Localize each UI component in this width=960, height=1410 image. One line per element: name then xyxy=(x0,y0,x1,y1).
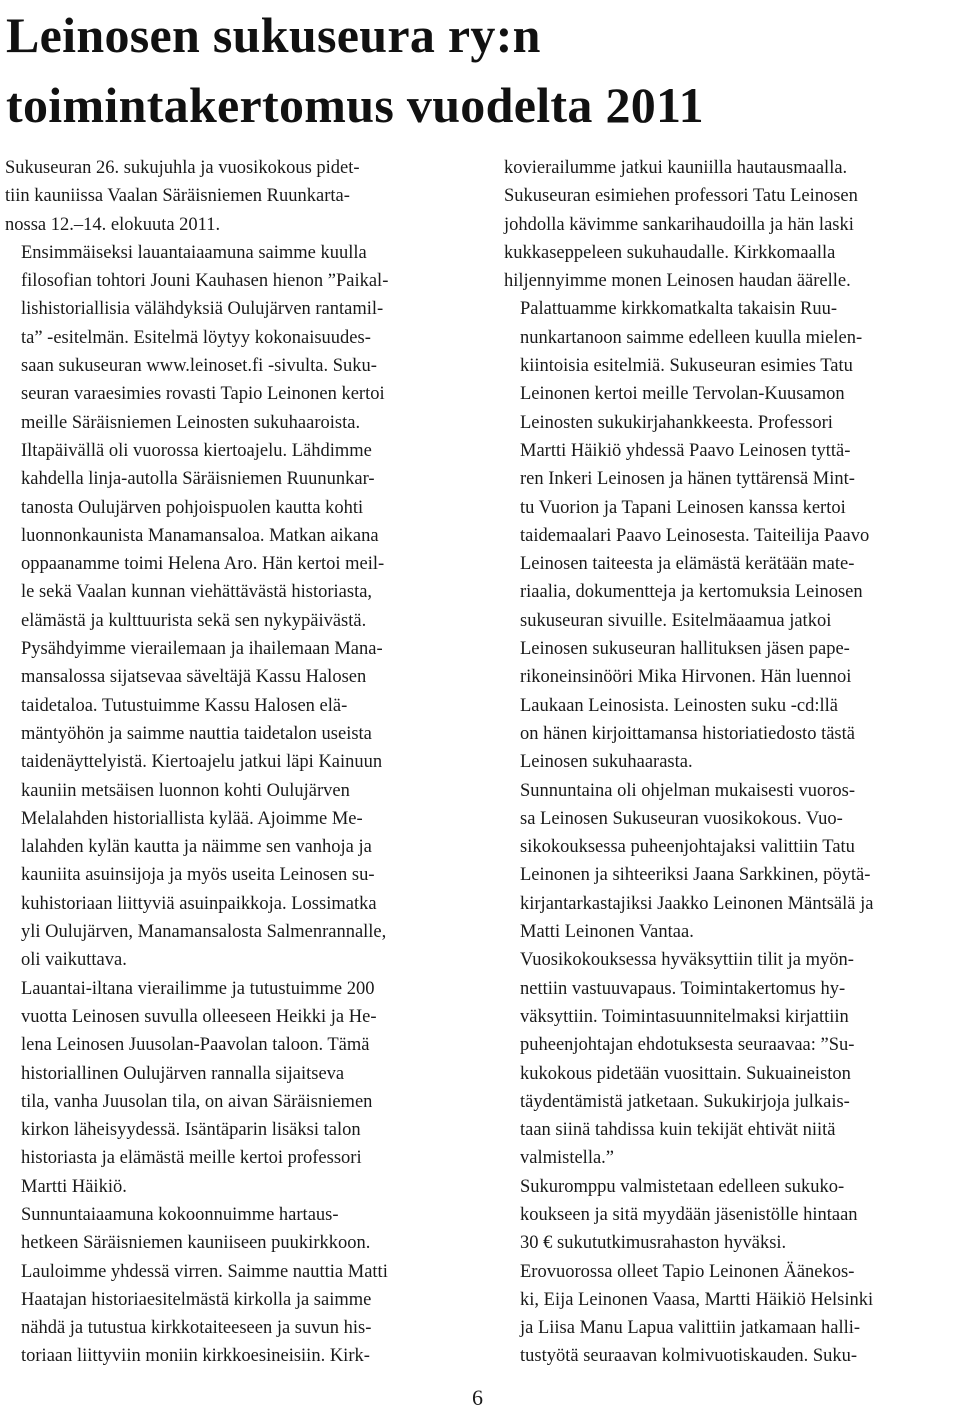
text-line: Sukuromppu valmistetaan edelleen sukuko- xyxy=(520,1176,845,1197)
text-line: Vuosikokouksessa hyväksyttiin tilit ja myön- xyxy=(520,950,854,971)
text-line: tila, vanha Juusolan tila, on aivan Säräisniemen xyxy=(21,1091,373,1112)
text-line: Iltapäivällä oli vuorossa kiertoajelu. Lähdimme xyxy=(21,440,372,461)
paragraph xyxy=(504,1173,956,1258)
text-line: oli vaikuttava. xyxy=(21,950,127,971)
text-line: kovierailumme jatkui kauniilla hautausmaalla. xyxy=(504,158,848,178)
text-line: on hänen kirjoittamansa historiatiedosto tästä xyxy=(520,723,855,744)
text-line: väksyttiin. Toimintasuunnitelmaksi kirjattiin xyxy=(520,1006,849,1027)
paragraph xyxy=(504,154,956,295)
page-number: 6 xyxy=(472,1385,483,1410)
text-line: historiasta ja elämästä meille kertoi professori xyxy=(21,1148,362,1169)
text-line: tustyötä seuraavan kolmivuotiskauden. Suku- xyxy=(520,1346,858,1367)
text-line: Sunnuntaina oli ohjelman mukaisesti vuoros- xyxy=(520,780,856,801)
text-line: tiin kauniissa Vaalan Säräisniemen Ruunkarta- xyxy=(5,186,350,207)
text-line: lena Leinosen Juusolan-Paavolan taloon. Tämä xyxy=(21,1035,370,1056)
text-line: kirkon läheisyydessä. Isäntäparin lisäksi talon xyxy=(21,1120,361,1141)
text-line: elämästä ja kulttuurista sekä sen nykypäivästä. xyxy=(21,610,367,631)
text-line: lalahden kylän kautta ja näimme sen vanhoja ja xyxy=(21,837,372,858)
text-line: seuran varaesimies rovasti Tapio Leinonen kertoi xyxy=(21,384,385,405)
text-line: hetkeen Säräisniemen kauniiseen puukirkkoon. xyxy=(21,1233,371,1254)
text-line: Leinosen sukuhaarasta. xyxy=(520,752,693,773)
text-line: Haatajan historiaesitelmästä kirkolla ja saimme xyxy=(21,1289,372,1310)
paragraph xyxy=(5,239,475,437)
text-line: Pysähdyimme vierailemaan ja ihailemaan Mana- xyxy=(21,639,383,660)
text-line: 30 € sukututkimusrahaston hyväksi. xyxy=(520,1233,787,1254)
text-line: hiljennyimme monen Leinosen haudan äärelle. xyxy=(504,271,851,292)
text-line: sa Leinosen Sukuseuran vuosikokous. Vuo- xyxy=(520,808,843,829)
text-line: kiintoisia esitelmiä. Sukuseuran esimies Tatu xyxy=(520,356,853,377)
text-line: kahdella linja-autolla Säräisniemen Ruununkar- xyxy=(21,469,375,490)
text-line: Laukaan Leinosista. Leinosten suku -cd:llä xyxy=(520,695,839,716)
text-line: kauniita asuinsijoja ja myös useita Leinosen su- xyxy=(21,865,375,886)
text-line: Lauantai-iltana vierailimme ja tutustuimme 200 xyxy=(21,978,375,999)
text-line: vuotta Leinosen suvulla olleeseen Heikki ja He- xyxy=(21,1006,377,1027)
text-line: mäntyöhön ja saimme nauttia taidetalon useista xyxy=(21,723,372,744)
text-line: johdolla kävimme sankarihaudoilla ja hän laski xyxy=(504,214,854,235)
paragraph xyxy=(5,975,475,1201)
text-line: Sunnuntaiaamuna kokoonnuimme hartaus- xyxy=(21,1204,339,1225)
text-line: nossa 12.–14. elokuuta 2011. xyxy=(5,214,221,235)
text-line: kirjantarkastajiksi Jaakko Leinonen Mäntsälä ja xyxy=(520,893,874,914)
paragraph xyxy=(5,154,475,239)
text-line: kauniin metsäisen luonnon kohti Oulujärven xyxy=(21,780,350,801)
text-line: oppaanamme toimi Helena Aro. Hän kertoi meil- xyxy=(21,554,385,575)
paragraph xyxy=(504,777,956,947)
text-line: historiallinen Oulujärven rannalla sijaitseva xyxy=(21,1063,345,1084)
left-text-column xyxy=(5,154,475,1371)
right-text-column xyxy=(504,154,956,1371)
paragraph xyxy=(5,1201,475,1371)
paragraph xyxy=(504,946,956,1172)
text-line: taidenäyttelyistä. Kiertoajelu jatkui läpi Kainuun xyxy=(21,752,383,773)
text-line: ja Liisa Manu Lapua valittiin jatkamaan halli- xyxy=(520,1318,861,1339)
text-line: taidemaalari Paavo Leinosesta. Taiteilija Paavo xyxy=(520,525,870,546)
text-line: Sukuseuran esimiehen professori Tatu Leinosen xyxy=(504,186,858,207)
title-line: Leinosen sukuseura ry:n xyxy=(6,7,541,63)
text-line: sukuseuran sivuille. Esitelmäaamua jatkoi xyxy=(520,610,832,631)
text-line: Leinonen kertoi meille Tervolan-Kuusamon xyxy=(520,384,845,405)
text-line: ren Inkeri Leinosen ja hänen tyttärensä Mint- xyxy=(520,469,855,490)
article-title xyxy=(6,0,956,140)
text-line: tanosta Oulujärven pohjoispuolen kautta kohti xyxy=(21,497,364,518)
text-line: le sekä Vaalan kunnan viehättävästä historiasta, xyxy=(21,582,373,603)
text-line: Leinonen ja sihteeriksi Jaana Sarkkinen, pöytä- xyxy=(520,865,871,886)
text-line: meille Säräisniemen Leinosten sukuhaaroista. xyxy=(21,412,361,433)
text-line: kukkaseppeleen sukuhaudalle. Kirkkomaalla xyxy=(504,242,836,263)
text-line: Matti Leinonen Vantaa. xyxy=(520,922,694,943)
text-line: Melalahden historiallista kylää. Ajoimme Me- xyxy=(21,808,363,829)
text-line: Lauloimme yhdessä virren. Saimme nauttia Matti xyxy=(21,1261,388,1282)
text-line: nettiin vastuuvapaus. Toimintakertomus hy- xyxy=(520,978,846,999)
text-line: taan siinä tahdissa kuin tekijät ehtivät niitä xyxy=(520,1120,836,1141)
text-line: valmistella.” xyxy=(520,1148,615,1169)
text-line: mansalossa sijatsevaa säveltäjä Kassu Halosen xyxy=(21,667,367,688)
text-line: Leinosen taiteesta ja elämästä kerätään mate- xyxy=(520,554,855,575)
text-line: toriaan liittyviin moniin kirkkoesineisiin. Kirk- xyxy=(21,1346,370,1367)
text-line: sikokouksessa puheenjohtajaksi valittiin Tatu xyxy=(520,837,855,858)
text-line: Palattuamme kirkkomatkalta takaisin Ruu- xyxy=(520,299,837,320)
text-line: puheenjohtajan ehdotuksesta seuraavaa: ”Su- xyxy=(520,1035,855,1056)
text-line: riaalia, dokumentteja ja kertomuksia Leinosen xyxy=(520,582,863,603)
text-line: ki, Eija Leinonen Vaasa, Martti Häikiö Helsinki xyxy=(520,1289,874,1310)
text-line: rikoneinsinööri Mika Hirvonen. Hän luennoi xyxy=(520,667,852,688)
text-line: Martti Häikiö yhdessä Paavo Leinosen tyttä- xyxy=(520,440,851,461)
text-line: yli Oulujärven, Manamansalosta Salmenrannalle, xyxy=(21,922,387,943)
text-line: koukseen ja sitä myydään jäsenistölle hintaan xyxy=(520,1204,858,1225)
text-line: taidetaloa. Tutustuimme Kassu Halosen elä- xyxy=(21,695,348,716)
text-line: nähdä ja tutustua kirkkotaiteeseen ja suvun his- xyxy=(21,1318,372,1339)
text-line: kuhistoriaan liittyviä asuinpaikkoja. Lossimatka xyxy=(21,893,377,914)
text-line: luonnonkaunista Manamansaloa. Matkan aikana xyxy=(21,525,379,546)
text-line: Leinosten sukukirjahankkeesta. Professori xyxy=(520,412,833,433)
text-line: saan sukuseuran www.leinoset.fi -sivulta. Suku- xyxy=(21,356,377,377)
text-line: täydentämistä jatketaan. Sukukirjoja julkais- xyxy=(520,1091,850,1112)
paragraph xyxy=(504,295,956,776)
title-line: toimintakertomus vuodelta 2011 xyxy=(6,77,704,133)
text-line: Martti Häikiö. xyxy=(21,1176,127,1197)
text-line: Sukuseuran 26. sukujuhla ja vuosikokous pidet- xyxy=(5,158,360,178)
text-line: nunkartanoon saimme edelleen kuulla mielen- xyxy=(520,327,863,348)
text-line: kukokous pidetään vuosittain. Sukuaineiston xyxy=(520,1063,851,1084)
paragraph xyxy=(5,437,475,975)
text-line: lishistoriallisia välähdyksiä Oulujärven rantamil- xyxy=(21,299,384,320)
text-line: filosofian tohtori Jouni Kauhasen hienon ”Paikal- xyxy=(21,271,389,292)
text-line: Ensimmäiseksi lauantaiaamuna saimme kuulla xyxy=(21,242,367,263)
text-line: ta” -esitelmän. Esitelmä löytyy kokonaisuudes- xyxy=(21,327,371,348)
text-line: tu Vuorion ja Tapani Leinosen kanssa kertoi xyxy=(520,497,846,518)
text-line: Leinosen sukuseuran hallituksen jäsen pape- xyxy=(520,639,850,660)
paragraph xyxy=(504,1258,956,1371)
text-line: Erovuorossa olleet Tapio Leinonen Äänekos- xyxy=(520,1261,855,1282)
